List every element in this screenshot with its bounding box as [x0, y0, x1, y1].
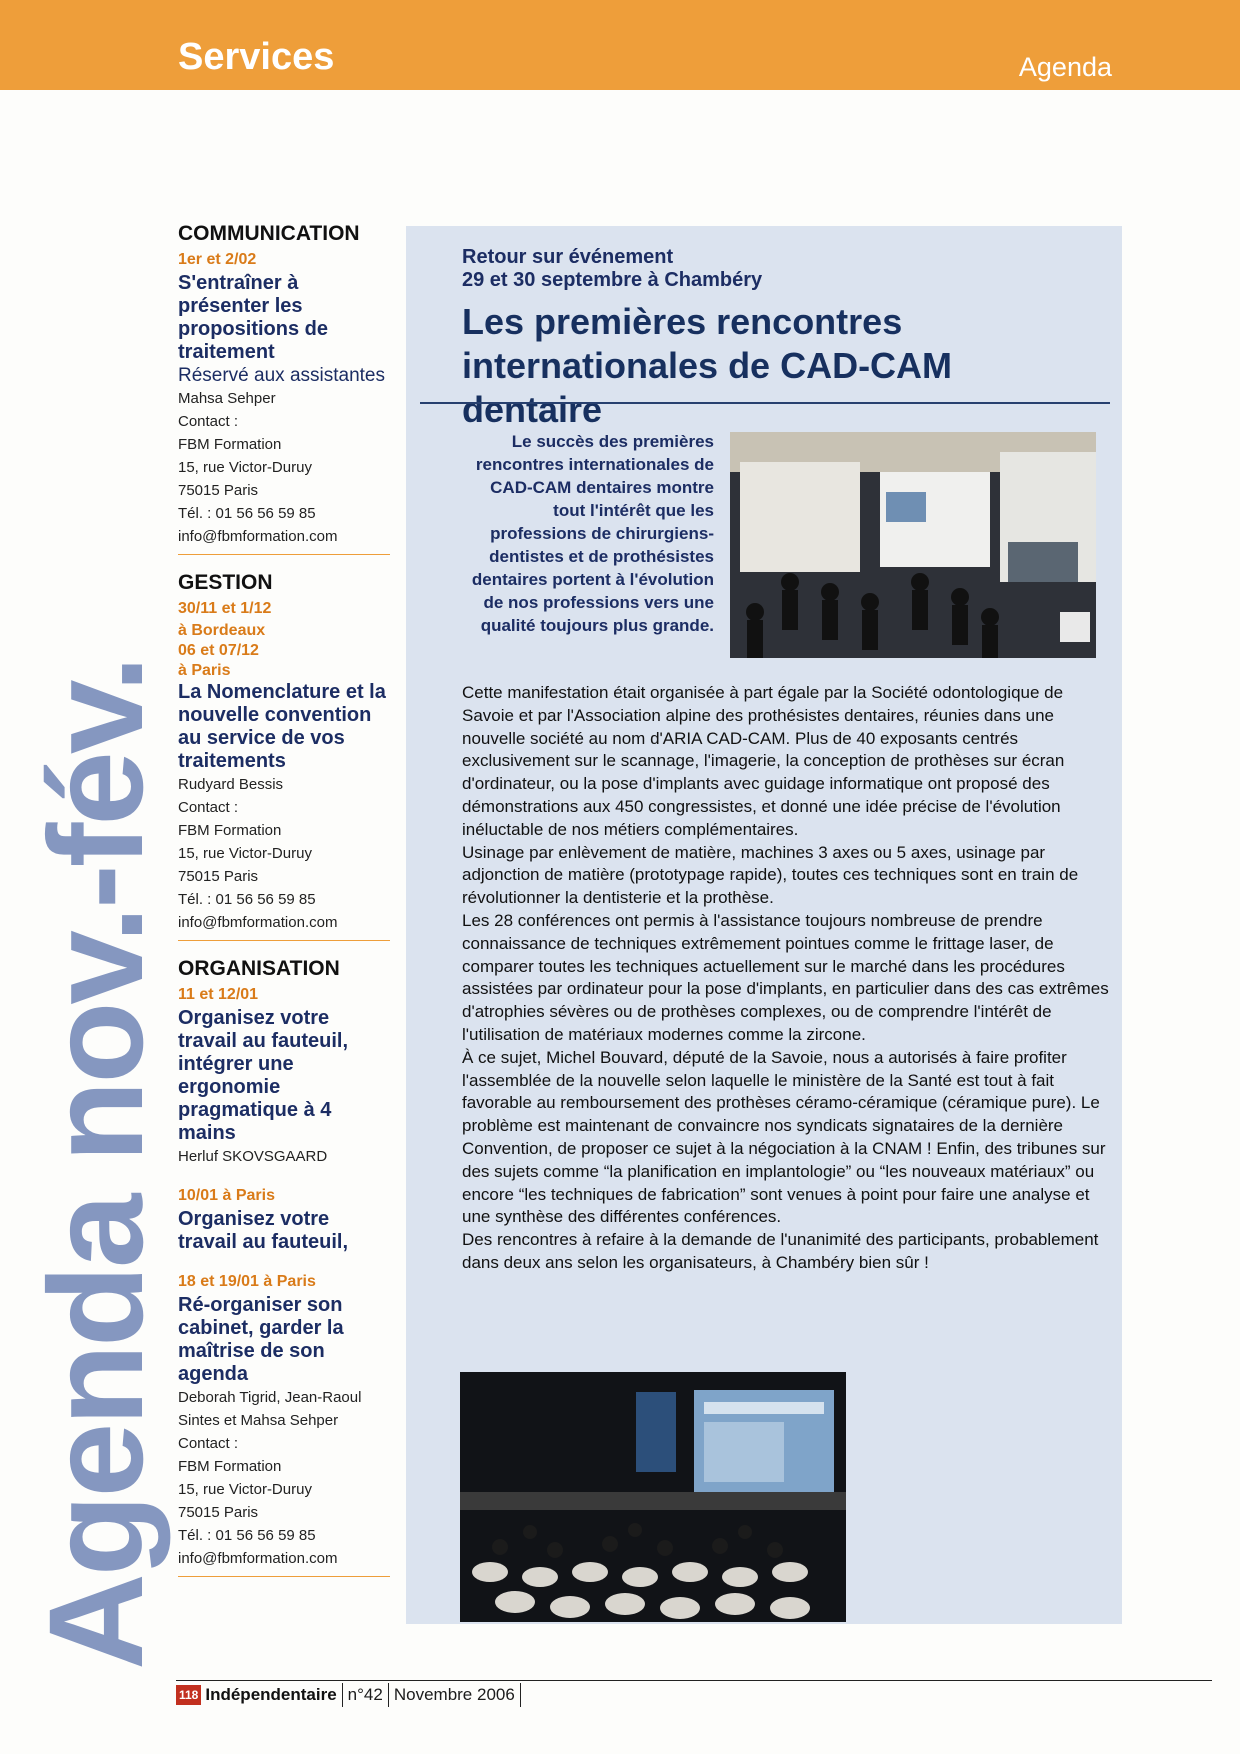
contact-label: Contact :	[178, 1435, 239, 1452]
article-paragraph: Des rencontres à refaire à la demande de l'unanimité des participants, probablement dans deux ans selon les organisateurs, à Chambéry bien sûr !	[462, 1230, 1099, 1272]
contact-phone: Tél. : 01 56 56 59 85	[178, 1527, 316, 1544]
agenda-section-title: ORGANISATION	[178, 957, 340, 980]
vertical-banner: Agenda nov.-fév.	[22, 658, 171, 1670]
agenda-organisation	[178, 957, 392, 1570]
title-rule	[420, 402, 1110, 404]
section-title: Services	[178, 36, 335, 78]
footer-rule	[176, 1680, 1212, 1681]
agenda-column	[178, 222, 392, 1593]
contact-email[interactable]: info@fbmformation.com	[178, 528, 338, 545]
event-date: 18 et 19/01 à Paris	[178, 1273, 316, 1290]
event-title: Ré-organiser son cabinet, garder la maîtrise de son agenda	[178, 1294, 344, 1385]
contact-phone: Tél. : 01 56 56 59 85	[178, 505, 316, 522]
article-intro: Le succès des premières rencontres internationales de CAD-CAM dentaires montre tout l'intérêt que les professions de chirurgiens-dentistes et de prothésistes dentaires portent à l'évolution de nos professions vers une qualité toujours plus grande.	[471, 432, 714, 635]
article-kicker-line: Retour sur événement	[462, 246, 674, 268]
vertical-banner-wrap	[12, 180, 171, 1680]
article-body	[462, 682, 1112, 1275]
contact-org: FBM Formation	[178, 1458, 282, 1475]
event-place: à Paris	[178, 662, 231, 679]
footer-separator	[342, 1683, 343, 1707]
contact-address: 15, rue Victor-Duruy	[178, 459, 312, 476]
contact-email[interactable]: info@fbmformation.com	[178, 914, 338, 931]
article-paragraph: Cette manifestation était organisée à part égale par la Société odontologique de Savoie et par l'Association alpine des prothésistes dentaires, réunies dans une nouvelle société au nom d'ARIA CAD-CAM. Plus de 40 exposants centrés exclusivement sur le scannage, l'imagerie, la conception de prothèses sur écran d'ordinateur, ou la pose d'implants avec guidage informatique ont proposé des démonstrations aux 450 congressistes, et donné une idée précise de l'évolution inéluctable de nos métiers complémentaires.	[462, 683, 1065, 839]
agenda-section-title: COMMUNICATION	[178, 222, 360, 245]
event-title: Organisez votre travail au fauteuil, intégrer une ergonomie pragmatique à 4 mains	[178, 1007, 349, 1144]
page-header	[0, 0, 1240, 90]
footer-separator	[388, 1683, 389, 1707]
contact-phone: Tél. : 01 56 56 59 85	[178, 891, 316, 908]
contact-city: 75015 Paris	[178, 482, 259, 499]
event-date: 10/01 à Paris	[178, 1187, 275, 1204]
event-date: 30/11 et 1/12	[178, 600, 272, 617]
agenda-gestion	[178, 571, 392, 934]
event-speaker: Herluf SKOVSGAARD	[178, 1148, 328, 1165]
page-number: 118	[176, 1685, 201, 1705]
event-title: La Nomenclature et la nouvelle convention au service de vos traitements	[178, 681, 386, 772]
issue-date: Novembre 2006	[393, 1685, 515, 1704]
agenda-section-title: GESTION	[178, 571, 273, 594]
event-place: à Bordeaux	[178, 622, 266, 639]
contact-address: 15, rue Victor-Duruy	[178, 845, 312, 862]
conference-audience-photo	[460, 1372, 846, 1622]
page-footer	[176, 1682, 526, 1708]
article-paragraph: Usinage par enlèvement de matière, machines 3 axes ou 5 axes, usinage par adjonction de matière (prototypage rapide), toutes ces techniques sont en train de révolutionner la dentisterie et la prothèse.	[462, 842, 1079, 908]
divider	[178, 940, 390, 941]
article-title: Les premières rencontres internationales de CAD-CAM dentaire	[462, 301, 953, 430]
contact-address: 15, rue Victor-Duruy	[178, 1481, 312, 1498]
article-kicker-date: 29 et 30 septembre à Chambéry	[462, 269, 763, 291]
event-date: 06 et 07/12	[178, 642, 259, 659]
article-kicker	[462, 246, 762, 292]
contact-org: FBM Formation	[178, 436, 282, 453]
issue-number: n°42	[347, 1685, 383, 1704]
divider	[178, 554, 390, 555]
exhibition-hall-photo	[730, 432, 1096, 658]
contact-city: 75015 Paris	[178, 1504, 259, 1521]
magazine-name: Indépendentaire	[205, 1685, 337, 1704]
event-speaker: Rudyard Bessis	[178, 776, 284, 793]
event-title: Organisez votre travail au fauteuil,	[178, 1208, 349, 1253]
contact-city: 75015 Paris	[178, 868, 259, 885]
event-speaker: Mahsa Sehper	[178, 390, 276, 407]
contact-org: FBM Formation	[178, 822, 282, 839]
agenda-communication	[178, 222, 392, 548]
footer-separator	[520, 1683, 521, 1707]
divider	[178, 1576, 390, 1577]
event-date: 11 et 12/01	[178, 986, 259, 1003]
header-rubric: Agenda	[1018, 52, 1112, 82]
event-subtitle: Réservé aux assistantes	[178, 365, 385, 386]
event-speaker: Deborah Tigrid, Jean-Raoul Sintes et Mahsa Sehper	[178, 1389, 362, 1429]
contact-label: Contact :	[178, 413, 239, 430]
article-paragraph: Les 28 conférences ont permis à l'assistance toujours nombreuse de prendre connaissance de techniques extrêmement pointues comme le frittage laser, de comparer toutes les techniques actuellement sur le marché dans les procédures assistées par ordinateur pour la pose d'implants, en particulier dans des cas extrêmes d'atrophies sévères ou de prothèses complexes, ou de comprendre l'intérêt de l'utilisation de matériaux modernes comme la zircone.	[462, 910, 1109, 1044]
contact-label: Contact :	[178, 799, 239, 816]
event-date: 1er et 2/02	[178, 251, 257, 268]
article-paragraph: À ce sujet, Michel Bouvard, député de la Savoie, nous a autorisés à faire profiter l'assemblée de la nouvelle selon laquelle le ministère de la Santé est tout à fait favorable au remboursement des prothèses céramo-céramique (céramique pure). Le problème est maintenant de convaincre nos syndicats signataires de la dernière Convention, de proposer ce sujet à la négociation à la CNAM ! Enfin, des tribunes sur des sujets comme “la planification en implantologie” ou “les nouveaux matériaux” ou encore “les techniques de fabrication” sont venues à point pour faire une analyse et une synthèse des différentes conférences.	[462, 1047, 1106, 1227]
event-title: S'entraîner à présenter les propositions de traitement	[178, 272, 328, 363]
contact-email[interactable]: info@fbmformation.com	[178, 1550, 338, 1567]
